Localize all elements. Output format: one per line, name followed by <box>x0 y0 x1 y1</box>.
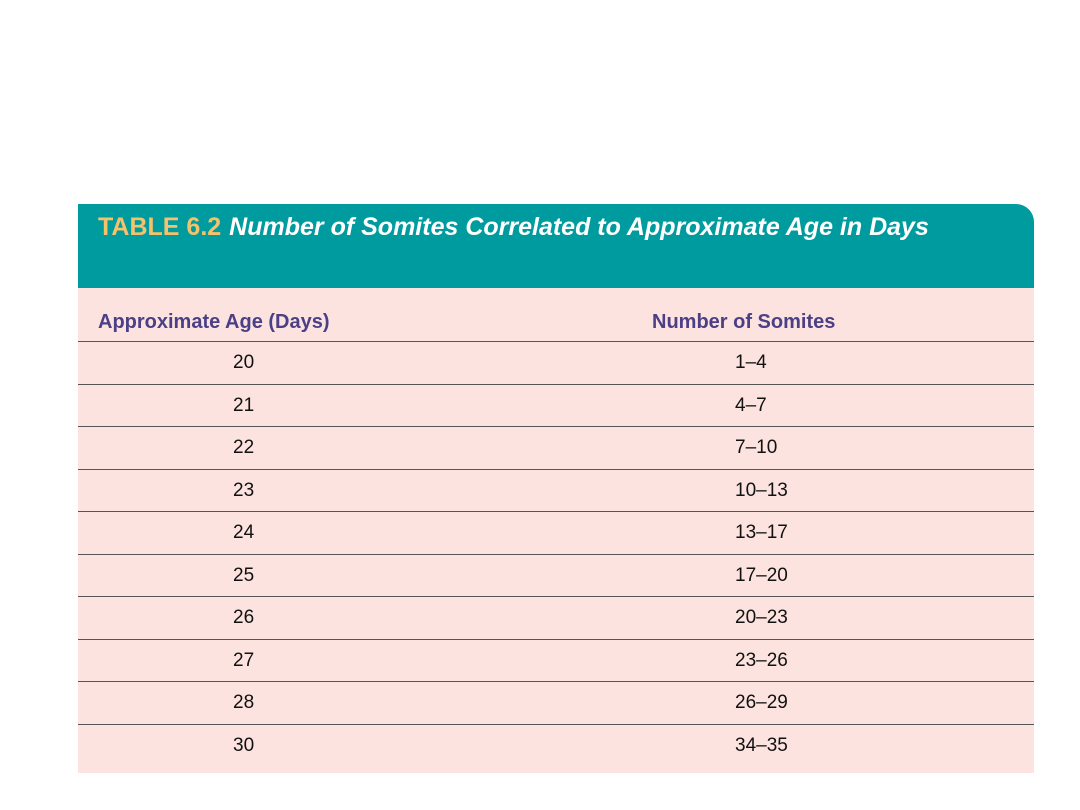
table-row <box>78 512 1034 555</box>
age-cell: 23 <box>233 479 255 501</box>
table-row <box>78 640 1034 683</box>
table-number: TABLE 6.2 <box>98 213 222 241</box>
somites-cell: 26–29 <box>735 692 788 713</box>
somites-cell: 13–17 <box>735 522 788 543</box>
somites-cell: 34–35 <box>735 734 788 756</box>
table-row <box>78 470 1034 513</box>
age-cell: 27 <box>233 649 255 671</box>
somites-table <box>78 204 1034 773</box>
age-cell: 21 <box>233 394 255 416</box>
age-cell: 22 <box>233 437 255 458</box>
table-row <box>78 427 1034 470</box>
somites-cell: 10–13 <box>735 479 788 501</box>
table-row <box>78 725 1034 768</box>
age-cell: 30 <box>233 734 255 756</box>
table-caption: Number of Somites Correlated to Approximate Age in Days <box>229 213 929 241</box>
age-cell: 25 <box>233 564 255 586</box>
somites-cell: 17–20 <box>735 564 788 586</box>
age-cell: 20 <box>233 352 255 373</box>
table-row <box>78 385 1034 428</box>
age-cell: 28 <box>233 692 255 713</box>
somites-cell: 1–4 <box>735 352 767 373</box>
table-row <box>78 597 1034 640</box>
table-row <box>78 342 1034 385</box>
age-cell: 26 <box>233 607 255 628</box>
somites-cell: 23–26 <box>735 649 788 671</box>
column-header-age: Approximate Age (Days) <box>98 311 330 333</box>
age-cell: 24 <box>233 522 255 543</box>
somites-cell: 7–10 <box>735 437 778 458</box>
table-row <box>78 682 1034 725</box>
somites-cell: 4–7 <box>735 394 767 416</box>
table-body <box>78 342 1034 767</box>
somites-cell: 20–23 <box>735 607 788 628</box>
table-title <box>78 204 1034 288</box>
column-headers <box>78 288 1034 342</box>
table-row <box>78 555 1034 598</box>
column-header-somites: Number of Somites <box>652 311 836 333</box>
